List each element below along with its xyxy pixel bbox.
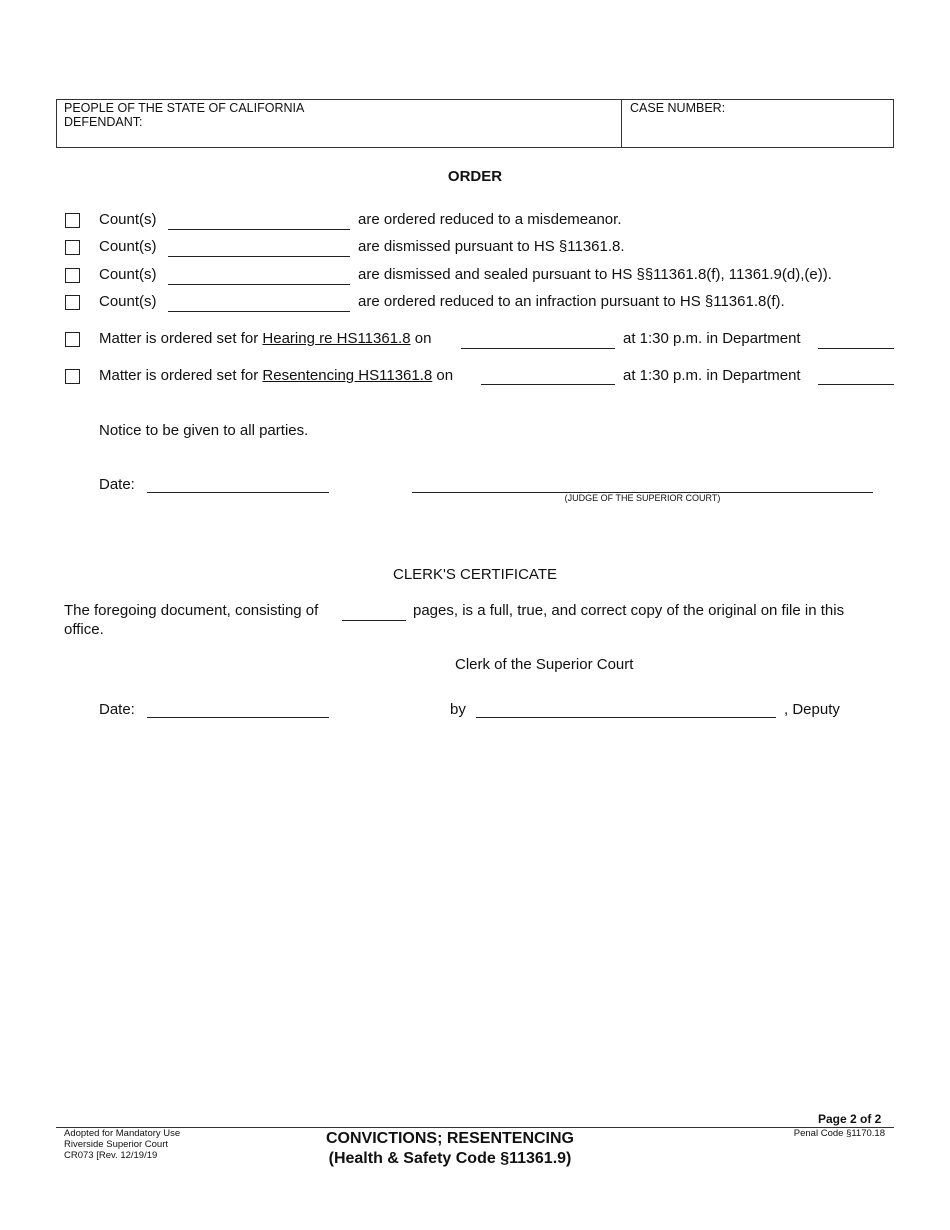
clerk-date-label: Date:	[99, 701, 135, 718]
judge-caption: (JUDGE OF THE SUPERIOR COURT)	[564, 493, 721, 503]
clerk-statement-end: pages, is a full, true, and correct copy of the original on file in this	[413, 602, 845, 619]
penal-code-ref: Penal Code §1170.18	[793, 1128, 885, 1139]
resentencing-statement	[99, 367, 453, 384]
defendant-label: DEFENDANT:	[64, 115, 143, 129]
hearing-date-field[interactable]	[461, 348, 615, 349]
by-label: by	[450, 701, 466, 718]
resentencing-prefix: Matter is ordered set for	[99, 367, 259, 384]
clerk-title: Clerk of the Superior Court	[455, 656, 634, 673]
clerk-statement-start: The foregoing document, consisting of	[64, 602, 319, 619]
deputy-signature-line[interactable]	[476, 717, 776, 718]
clerk-certificate-title: CLERK'S CERTIFICATE	[392, 566, 557, 583]
clerk-date-field[interactable]	[147, 717, 329, 718]
resentencing-date-field[interactable]	[481, 384, 615, 385]
order-title: ORDER	[447, 168, 503, 185]
footer-left-line-1: Adopted for Mandatory Use	[64, 1128, 181, 1139]
count-4-field[interactable]	[168, 311, 350, 312]
form-title-line-1: CONVICTIONS; RESENTENCING	[325, 1130, 574, 1147]
count-3-field[interactable]	[168, 284, 350, 285]
count-4-text: are ordered reduced to an infraction pursuant to HS §11361.8(f).	[358, 293, 785, 310]
form-title	[250, 1129, 650, 1169]
caption-divider	[621, 99, 622, 148]
footer-left-line-2: Riverside Superior Court	[64, 1139, 169, 1150]
count-3-label: Count(s)	[99, 266, 157, 283]
hearing-checkbox[interactable]	[65, 332, 80, 347]
count-2-field[interactable]	[168, 256, 350, 257]
count-1-field[interactable]	[168, 229, 350, 230]
order-date-label: Date:	[99, 476, 135, 493]
form-title-line-2: (Health & Safety Code §11361.9)	[328, 1150, 572, 1167]
party-label: PEOPLE OF THE STATE OF CALIFORNIA	[64, 101, 305, 115]
notice-text: Notice to be given to all parties.	[99, 422, 309, 439]
deputy-label: , Deputy	[784, 701, 840, 718]
resentencing-suffix: on	[436, 367, 454, 384]
count-1-label: Count(s)	[99, 211, 157, 228]
count-2-label: Count(s)	[99, 238, 157, 255]
count-2-checkbox[interactable]	[65, 240, 80, 255]
footer-rule	[56, 1127, 894, 1128]
count-3-text: are dismissed and sealed pursuant to HS §§11361.8(f), 11361.9(d),(e)).	[358, 266, 832, 283]
resentencing-time-text: at 1:30 p.m. in Department	[623, 367, 801, 384]
case-number-label: CASE NUMBER:	[630, 101, 726, 115]
hearing-time-text: at 1:30 p.m. in Department	[623, 330, 801, 347]
page-number: Page 2 of 2	[818, 1112, 882, 1126]
hearing-statement	[99, 330, 431, 347]
count-4-checkbox[interactable]	[65, 295, 80, 310]
resentencing-type: Resentencing HS11361.8	[262, 367, 433, 384]
page-count-field[interactable]	[342, 620, 406, 621]
hearing-department-field[interactable]	[818, 348, 894, 349]
resentencing-checkbox[interactable]	[65, 369, 80, 384]
hearing-type: Hearing re HS11361.8	[262, 330, 411, 347]
count-4-label: Count(s)	[99, 293, 157, 310]
hearing-prefix: Matter is ordered set for	[99, 330, 259, 347]
count-1-checkbox[interactable]	[65, 213, 80, 228]
hearing-suffix: on	[414, 330, 432, 347]
order-date-field[interactable]	[147, 492, 329, 493]
clerk-statement-wrap: office.	[64, 621, 104, 638]
count-3-checkbox[interactable]	[65, 268, 80, 283]
count-2-text: are dismissed pursuant to HS §11361.8.	[358, 238, 625, 255]
footer-left-line-3: CR073 [Rev. 12/19/19	[64, 1150, 158, 1161]
count-1-text: are ordered reduced to a misdemeanor.	[358, 211, 622, 228]
footer-left	[64, 1128, 180, 1161]
resentencing-department-field[interactable]	[818, 384, 894, 385]
